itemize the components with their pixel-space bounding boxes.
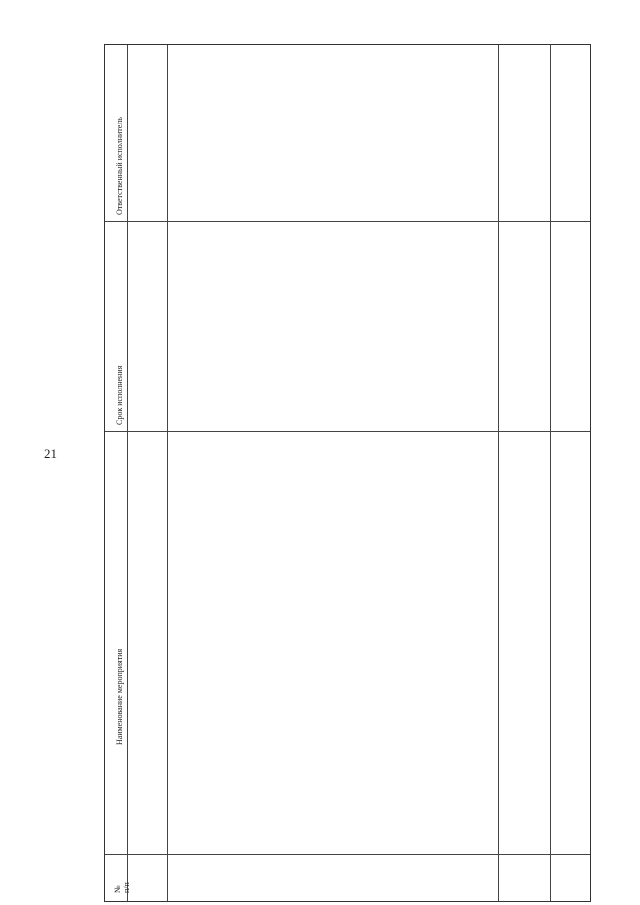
page-number: 21 <box>44 446 57 461</box>
row-divider <box>105 221 590 222</box>
column-divider <box>498 45 499 901</box>
row-divider <box>105 854 590 855</box>
header-responsible: Ответственный исполнитель <box>115 117 124 215</box>
document-table <box>104 44 591 902</box>
header-no: № п/п <box>113 882 131 893</box>
header-deadline: Срок исполнения <box>115 365 124 425</box>
column-divider <box>550 45 551 901</box>
column-divider <box>167 45 168 901</box>
header-activity: Наименование мероприятия <box>115 648 124 745</box>
row-divider <box>105 431 590 432</box>
